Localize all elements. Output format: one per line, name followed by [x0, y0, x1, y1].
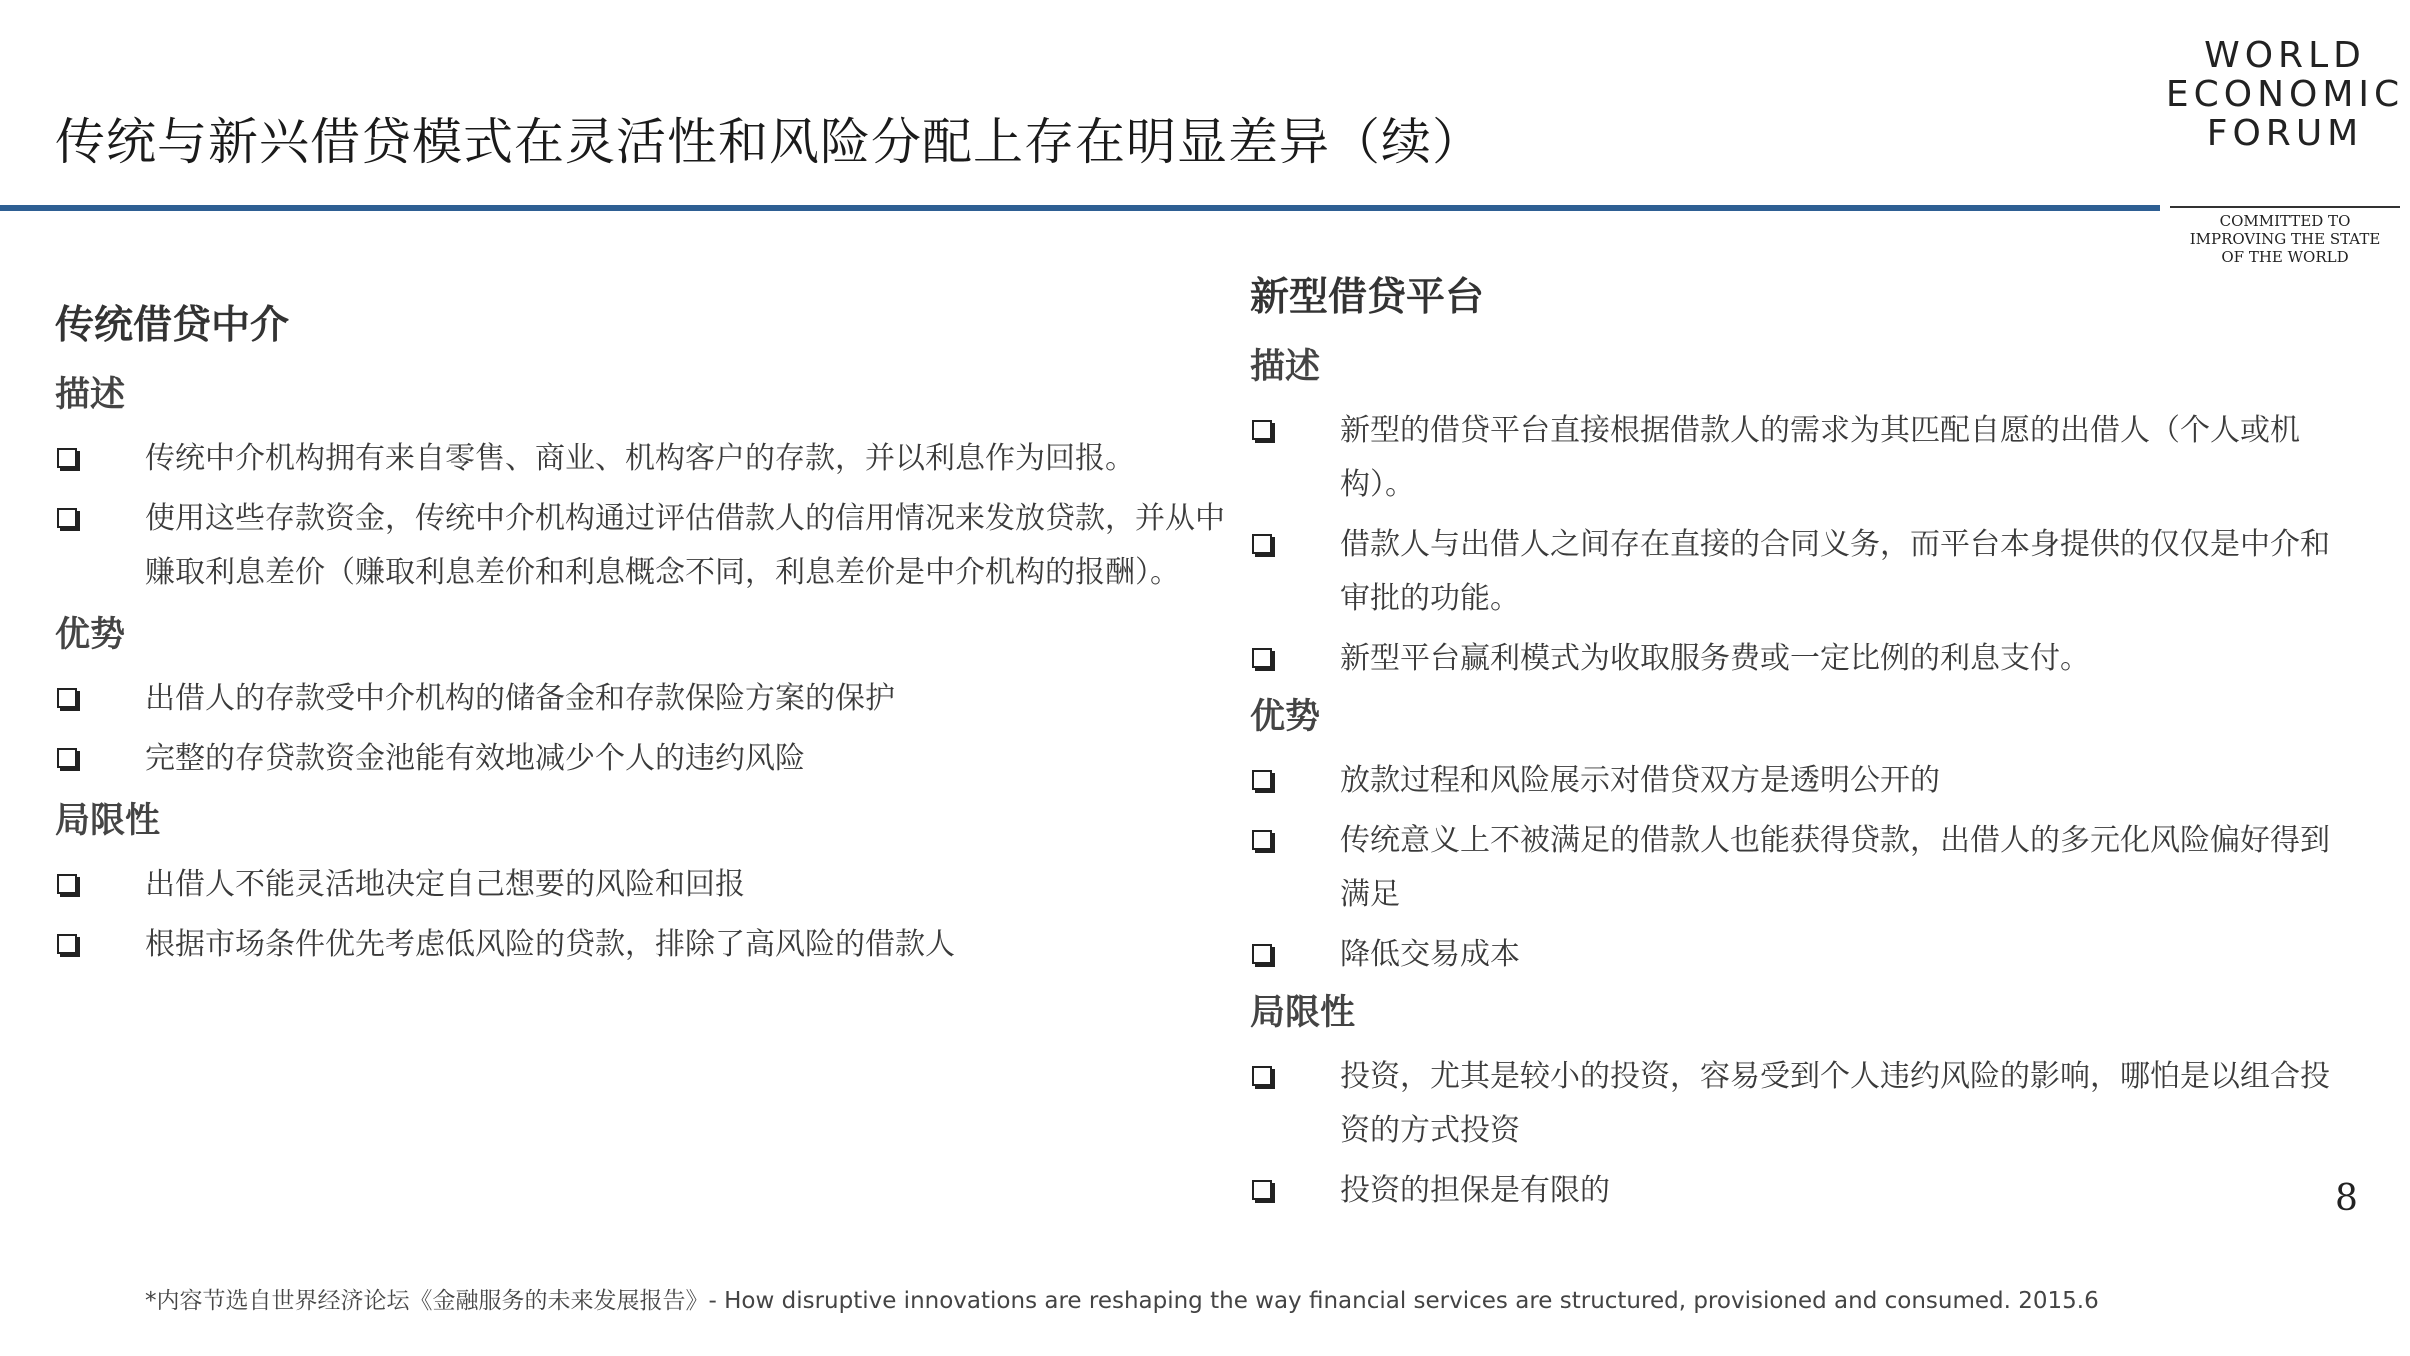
list-item: 传统意义上不被满足的借款人也能获得贷款，出借人的多元化风险偏好得到满足 [1250, 814, 2350, 922]
logo-tagline-3: OF THE WORLD [2221, 248, 2349, 266]
new-platform-heading: 新型借贷平台 [1250, 275, 1485, 320]
new-describe-label: 描述 [1250, 347, 1321, 387]
traditional-heading: 传统借贷中介 [55, 303, 290, 348]
list-item: 传统中介机构拥有来自零售、商业、机构客户的存款，并以利息作为回报。 [55, 432, 1235, 486]
wef-logo [2160, 36, 2410, 276]
checkbox-bullet-icon [57, 448, 77, 468]
checkbox-bullet-icon [1252, 648, 1272, 668]
checkbox-bullet-icon [1252, 944, 1272, 964]
list-item: 完整的存贷款资金池能有效地减少个人的违约风险 [55, 732, 1235, 786]
list-item: 使用这些存款资金，传统中介机构通过评估借款人的信用情况来发放贷款，并从中赚取利息差价（赚取利息差价和利息概念不同，利息差价是中介机构的报酬）。 [55, 492, 1235, 600]
logo-tagline-2: IMPROVING THE STATE [2189, 230, 2381, 248]
checkbox-bullet-icon [57, 874, 77, 894]
checkbox-bullet-icon [1252, 770, 1272, 790]
list-item: 新型的借贷平台直接根据借款人的需求为其匹配自愿的出借人（个人或机构）。 [1250, 404, 2350, 512]
checkbox-bullet-icon [1252, 830, 1272, 850]
traditional-limit-label: 局限性 [55, 801, 161, 841]
checkbox-bullet-icon [1252, 534, 1272, 554]
logo-line-1: WORLD [2204, 35, 2366, 76]
traditional-column [55, 300, 1235, 978]
list-item: 出借人的存款受中介机构的储备金和存款保险方案的保护 [55, 672, 1235, 726]
logo-line-2: ECONOMIC [2165, 74, 2405, 115]
source-footnote: *内容节选自世界经济论坛《金融服务的未来发展报告》- How disruptive innovations are reshaping the way financial services are structured, provisioned and consumed. 2015.6 [145, 1288, 2099, 1314]
list-item: 降低交易成本 [1250, 928, 2350, 982]
new-platform-column [1250, 272, 2350, 1224]
checkbox-bullet-icon [1252, 420, 1272, 440]
new-limit-label: 局限性 [1250, 993, 1356, 1033]
logo-tagline [2160, 212, 2410, 266]
checkbox-bullet-icon [57, 688, 77, 708]
list-item: 新型平台赢利模式为收取服务费或一定比例的利息支付。 [1250, 632, 2350, 686]
checkbox-bullet-icon [1252, 1180, 1272, 1200]
list-item: 放款过程和风险展示对借贷双方是透明公开的 [1250, 754, 2350, 808]
slide-title: 传统与新兴借贷模式在灵活性和风险分配上存在明显差异（续） [55, 113, 1483, 171]
traditional-describe-label: 描述 [55, 375, 126, 415]
checkbox-bullet-icon [1252, 1066, 1272, 1086]
logo-divider [2170, 206, 2400, 208]
new-advantage-label: 优势 [1250, 697, 1321, 737]
page-number: 8 [2335, 1178, 2358, 1219]
checkbox-bullet-icon [57, 508, 77, 528]
title-divider [0, 205, 2160, 211]
list-item: 投资，尤其是较小的投资，容易受到个人违约风险的影响，哪怕是以组合投资的方式投资 [1250, 1050, 2350, 1158]
checkbox-bullet-icon [57, 748, 77, 768]
list-item: 投资的担保是有限的 [1250, 1164, 2350, 1218]
logo-tagline-1: COMMITTED TO [2219, 212, 2351, 230]
list-item: 根据市场条件优先考虑低风险的贷款，排除了高风险的借款人 [55, 918, 1235, 972]
list-item: 借款人与出借人之间存在直接的合同义务，而平台本身提供的仅仅是中介和审批的功能。 [1250, 518, 2350, 626]
checkbox-bullet-icon [57, 934, 77, 954]
traditional-advantage-label: 优势 [55, 615, 126, 655]
logo-line-3: FORUM [2206, 113, 2364, 154]
list-item: 出借人不能灵活地决定自己想要的风险和回报 [55, 858, 1235, 912]
